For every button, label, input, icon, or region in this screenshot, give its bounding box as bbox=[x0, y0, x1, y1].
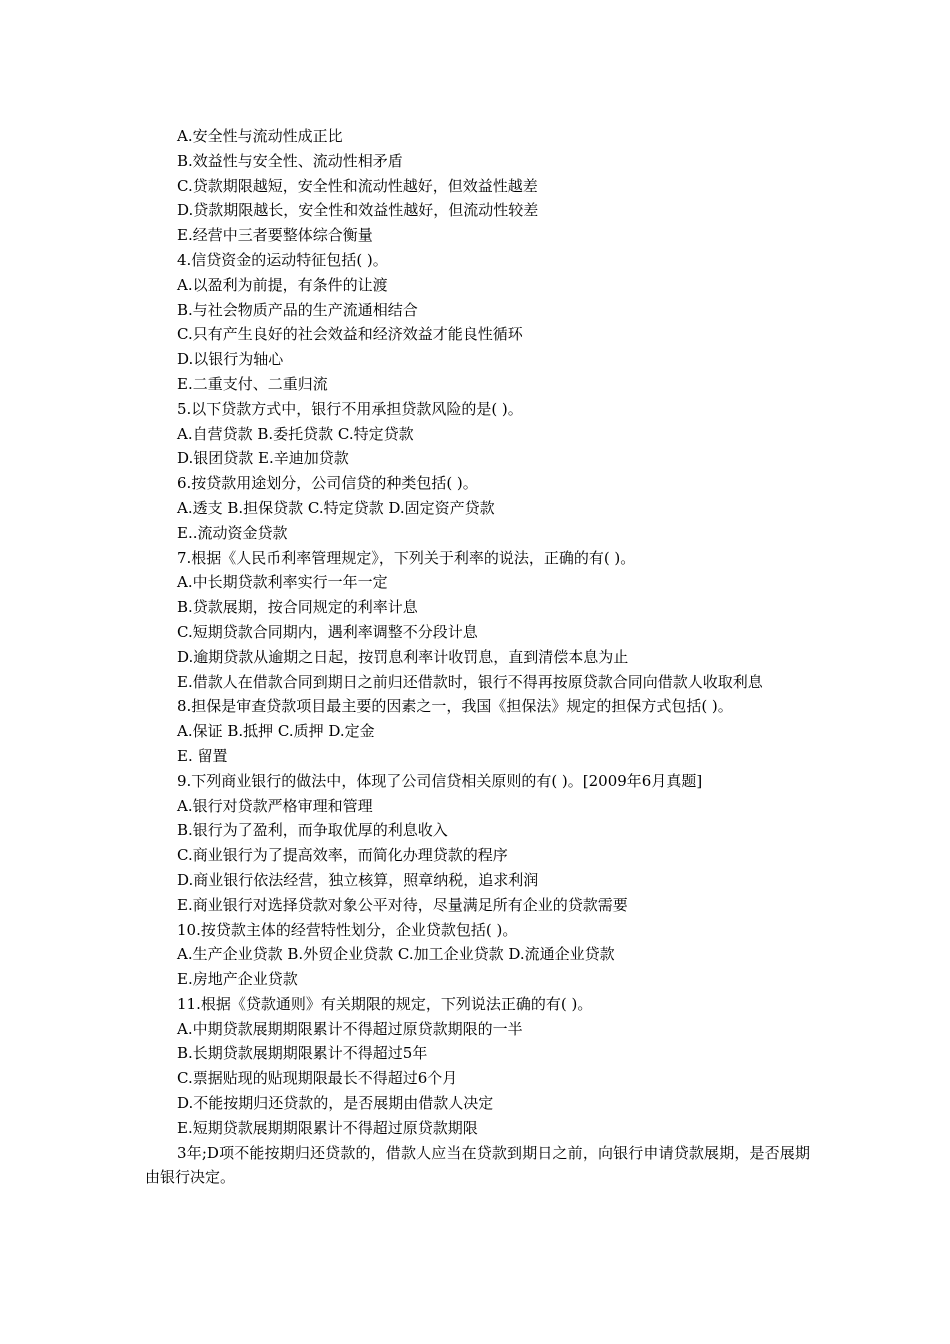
text-line: D.以银行为轴心 bbox=[177, 350, 284, 369]
text-line: A.生产企业贷款 B.外贸企业贷款 C.加工企业贷款 D.流通企业贷款 bbox=[177, 945, 615, 964]
text-line: B.效益性与安全性、流动性相矛盾 bbox=[177, 151, 403, 170]
text-line: A.银行对贷款严格审理和管理 bbox=[177, 796, 373, 815]
text-line: A.安全性与流动性成正比 bbox=[177, 127, 343, 145]
text-line: E. 留置 bbox=[177, 746, 228, 765]
text-line: D.商业银行依法经营，独立核算，照章纳税，追求利润 bbox=[177, 870, 539, 889]
text-line: A.透支 B.担保贷款 C.特定贷款 D.固定资产贷款 bbox=[177, 498, 495, 517]
text-line: A.以盈利为前提，有条件的让渡 bbox=[177, 275, 388, 294]
text-line: E.商业银行对选择贷款对象公平对待，尽量满足所有企业的贷款需要 bbox=[177, 895, 628, 914]
question-8: 8.担保是审查贷款项目最主要的因素之一，我国《担保法》规定的担保方式包括( )。 bbox=[177, 697, 733, 716]
text-line: E.房地产企业贷款 bbox=[177, 970, 298, 989]
text-line: B.与社会物质产品的生产流通相结合 bbox=[177, 300, 418, 319]
text-line: D.不能按期归还贷款的，是否展期由借款人决定 bbox=[177, 1094, 494, 1113]
question-10: 10.按贷款主体的经营特性划分，企业贷款包括( )。 bbox=[177, 920, 518, 939]
question-11: 11.根据《贷款通则》有关期限的规定，下列说法正确的有( )。 bbox=[177, 994, 593, 1013]
text-line: E.二重支付、二重归流 bbox=[177, 374, 328, 393]
text-line: D.逾期贷款从逾期之日起，按罚息利率计收罚息，直到清偿本息为止 bbox=[177, 647, 629, 666]
text-line: A.中期贷款展期期限累计不得超过原贷款期限的一半 bbox=[177, 1019, 523, 1038]
question-9: 9.下列商业银行的做法中，体现了公司信贷相关原则的有( )。[2009年6月真题] bbox=[177, 771, 703, 790]
text-line: C.只有产生良好的社会效益和经济效益才能良性循环 bbox=[177, 325, 523, 344]
text-line: E.经营中三者要整体综合衡量 bbox=[177, 226, 373, 245]
answer-paragraph: 3年;D项不能按期归还贷款的，借款人应当在贷款到期日之前，向银行申请贷款展期，是否展期由银行决定。 bbox=[145, 1143, 810, 1187]
text-line: C.贷款期限越短，安全性和流动性越好，但效益性越差 bbox=[177, 176, 538, 195]
text-line: D.贷款期限越长，安全性和效益性越好，但流动性较差 bbox=[177, 201, 539, 220]
text-line: E..流动资金贷款 bbox=[177, 523, 288, 542]
text-line: C.短期贷款合同期内，遇利率调整不分段计息 bbox=[177, 622, 478, 641]
text-line: A.保证 B.抵押 C.质押 D.定金 bbox=[177, 722, 375, 741]
text-line: E.短期贷款展期期限累计不得超过原贷款期限 bbox=[177, 1118, 478, 1137]
question-5: 5.以下贷款方式中，银行不用承担贷款风险的是( )。 bbox=[177, 399, 523, 418]
question-7: 7.根据《人民币利率管理规定》，下列关于利率的说法，正确的有( )。 bbox=[177, 548, 636, 567]
text-line: A.自营贷款 B.委托贷款 C.特定贷款 bbox=[177, 424, 414, 443]
text-paragraph: E.借款人在借款合同到期日之前归还借款时，银行不得再按原贷款合同向借款人收取利息 bbox=[177, 672, 763, 691]
text-line: D.银团贷款 E.辛迪加贷款 bbox=[177, 449, 349, 468]
document-body bbox=[145, 124, 810, 1190]
text-line: A.中长期贷款利率实行一年一定 bbox=[177, 573, 388, 592]
text-line: B.贷款展期，按合同规定的利率计息 bbox=[177, 598, 418, 617]
question-6: 6.按贷款用途划分，公司信贷的种类包括( )。 bbox=[177, 474, 478, 493]
text-line: B.长期贷款展期期限累计不得超过5年 bbox=[177, 1044, 428, 1063]
text-line: C.票据贴现的贴现期限最长不得超过6个月 bbox=[177, 1069, 458, 1088]
text-line: C.商业银行为了提高效率，而简化办理贷款的程序 bbox=[177, 846, 508, 865]
question-4: 4.信贷资金的运动特征包括( )。 bbox=[177, 250, 388, 269]
text-line: B.银行为了盈利，而争取优厚的利息收入 bbox=[177, 821, 448, 840]
